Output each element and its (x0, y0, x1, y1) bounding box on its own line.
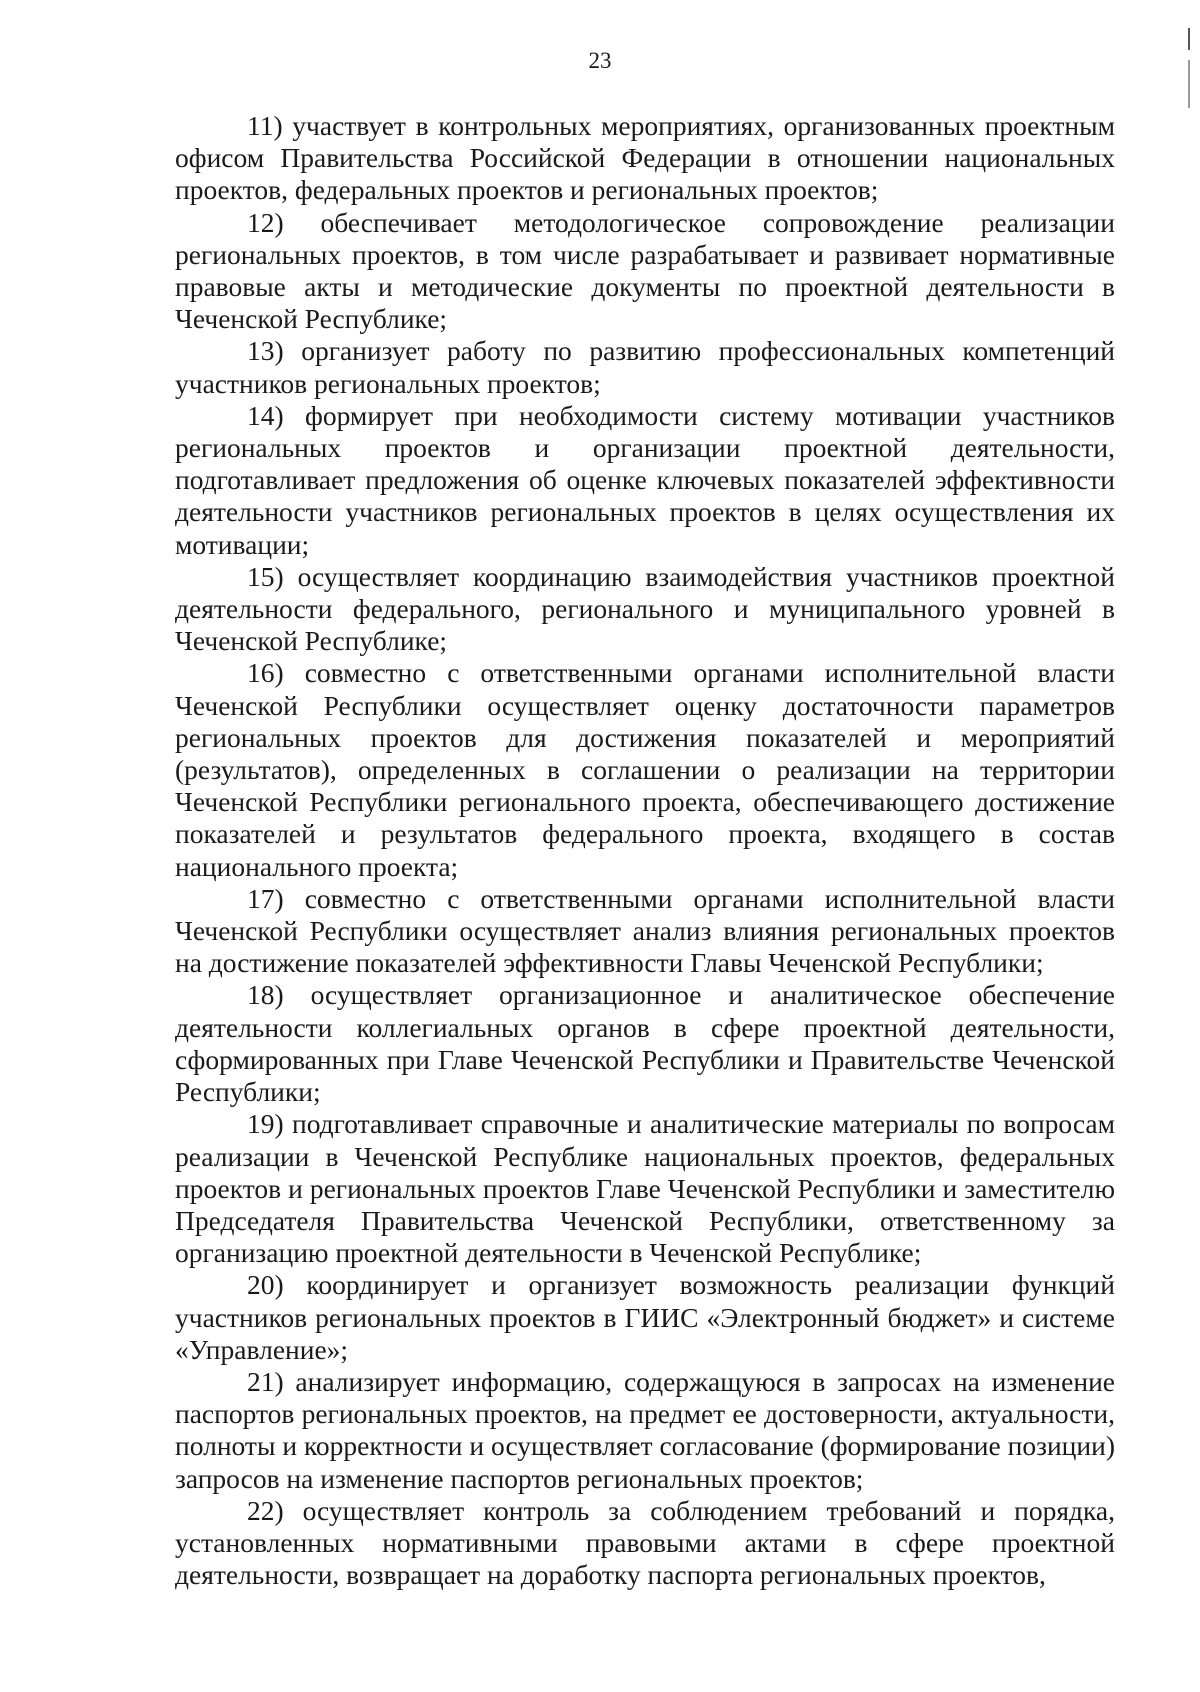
list-item: 11) участвует в контрольных мероприятиях, организованных проектным офисом Правительства Российской Федерации в отношении национальных проектов, федеральных проектов и региональных проектов; (175, 110, 1115, 206)
list-item: 19) подготавливает справочные и аналитические материалы по вопросам реализации в Чеченской Республике национальных проектов, федеральных проектов и региональных проектов Главе Чеченской Республики и заместителю Председателя Правительства Чеченской Республики, ответственному за организацию проектной деятельности в Чеченской Республике; (175, 1108, 1115, 1269)
page-number: 23 (588, 48, 612, 73)
document-body (175, 110, 1115, 1591)
list-item: 17) совместно с ответственными органами исполнительной власти Чеченской Республики осуществляет анализ влияния региональных проектов на достижение показателей эффективности Главы Чеченской Республики; (175, 882, 1115, 979)
list-item: 18) осуществляет организационное и аналитическое обеспечение деятельности коллегиальных органов в сфере проектной деятельности, сформированных при Главе Чеченской Республики и Правительстве Чеченской Республики; (175, 979, 1115, 1108)
list-item: 22) осуществляет контроль за соблюдением требований и порядка, установленных нормативными правовыми актами в сфере проектной деятельности, возвращает на доработку паспорта региональных проектов, (175, 1494, 1115, 1591)
list-item: 15) осуществляет координацию взаимодействия участников проектной деятельности федерального, регионального и муниципального уровней в Чеченской Республике; (175, 560, 1115, 657)
list-item: 21) анализирует информацию, содержащуюся в запросах на изменение паспортов региональных проектов, на предмет ее достоверности, актуальности, полноты и корректности и осуществляет согласование (формирование позиции) запросов на изменение паспортов региональных проектов; (175, 1365, 1115, 1494)
list-item: 13) организует работу по развитию профессиональных компетенций участников региональных проектов; (175, 335, 1115, 399)
list-item: 14) формирует при необходимости систему мотивации участников региональных проектов и организации проектной деятельности, подготавливает предложения об оценке ключевых показателей эффективности деятельности участников региональных проектов в целях осуществления их мотивации; (175, 399, 1115, 560)
list-item: 20) координирует и организует возможность реализации функций участников региональных проектов в ГИИС «Электронный бюджет» и системе «Управление»; (175, 1269, 1115, 1365)
list-item: 12) обеспечивает методологическое сопровождение реализации региональных проектов, в том числе разрабатывает и развивает нормативные правовые акты и методические документы по проектной деятельности в Чеченской Республике; (175, 206, 1115, 335)
list-item: 16) совместно с ответственными органами исполнительной власти Чеченской Республики осуществляет оценку достаточности параметров региональных проектов для достижения показателей и мероприятий (результатов), определенных в соглашении о реализации на территории Чеченской Республики регионального проекта, обеспечивающего достижение показателей и результатов федерального проекта, входящего в состав национального проекта; (175, 657, 1115, 882)
